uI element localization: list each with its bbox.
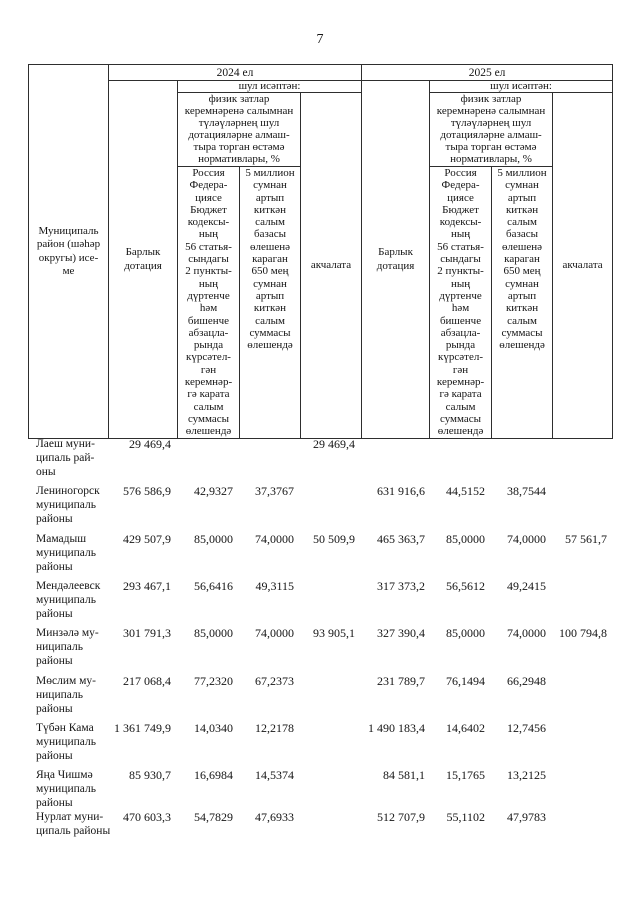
table-row: [28, 437, 612, 484]
header-additional-normatives-2025: физик затлар керемнәренә салымнан түләүләрнең шул дотацияләрне алмаш- тыра торган өстәмә нормативлары, %: [430, 93, 553, 167]
norm-over-5m-2024: 49,3115: [255, 579, 294, 593]
header-year-2025: 2025 ел: [362, 65, 613, 81]
district-name: Лениногорск муниципаль районы: [36, 485, 100, 525]
header-norm-budget-code-2025: Россия Федера- циясе Бюджет кодексы- ның 56 статья- сындагы 2 пункты- ның дүртенче һәм бишенче абзацла- рында күрсәтел- гән керемнәр- гә карата салым суммасы өлешендә: [430, 167, 492, 439]
norm-over-5m-2025: 49,2415: [507, 579, 546, 593]
norm-over-5m-2024: 67,2373: [255, 674, 294, 688]
norm-budget-code-2024: [177, 437, 239, 484]
cash-2025: 57 561,7: [565, 532, 607, 546]
norm-over-5m-2024: 74,0000: [255, 626, 294, 640]
total-grant-2025: 512 707,9: [377, 810, 425, 824]
norm-budget-code-2024: 85,0000: [194, 626, 233, 640]
district-name: Мендәлеевск муниципаль районы: [36, 580, 101, 620]
header-cash-2024: акчалата: [301, 93, 362, 439]
table-row: [28, 721, 612, 768]
table-row: [28, 674, 612, 721]
header-cash-2025: акчалата: [553, 93, 613, 439]
page-number: 7: [316, 32, 324, 47]
cash-2024: [300, 484, 361, 532]
norm-budget-code-2025: 14,6402: [446, 721, 485, 735]
total-grant-2024: 429 507,9: [123, 532, 171, 546]
cash-2025: [552, 437, 612, 484]
district-name: Минзәлә му- ниципаль районы: [36, 627, 99, 667]
norm-budget-code-2024: 85,0000: [194, 532, 233, 546]
total-grant-2024: 217 068,4: [123, 674, 171, 688]
district-name: Нурлат муни- ципаль районы: [36, 811, 111, 837]
norm-budget-code-2024: 56,6416: [194, 579, 233, 593]
header-including-2025: шул исәптән:: [430, 81, 613, 93]
table-row: [28, 810, 612, 844]
norm-budget-code-2025: 44,5152: [446, 484, 485, 498]
header-total-grant-2025: Барлык дотация: [362, 81, 430, 439]
norm-budget-code-2024: 77,2320: [194, 674, 233, 688]
header-district-name: Муниципаль район (шәһәр округы) исе- ме: [29, 65, 109, 439]
district-name: Яңа Чишмә муниципаль районы: [36, 769, 96, 809]
cash-2024: [300, 810, 361, 844]
cash-2024: [300, 721, 361, 768]
header-total-grant-2024: Барлык дотация: [109, 81, 178, 439]
header-row: [29, 81, 613, 93]
header-additional-normatives-2024: физик затлар керемнәренә салымнан түләүләрнең шул дотацияләрне алмаш- тыра торган өстәмә нормативлары, %: [178, 93, 301, 167]
total-grant-2024: 576 586,9: [123, 484, 171, 498]
norm-over-5m-2025: 47,9783: [507, 810, 546, 824]
norm-budget-code-2024: 16,6984: [194, 768, 233, 782]
norm-over-5m-2025: 13,2125: [507, 768, 546, 782]
header-norm-over-5m-2024: 5 миллион сумнан артып киткән салым базасы өлешенә караган 650 мең сумнан артып киткән салым суммасы өлешендә: [240, 167, 301, 439]
norm-budget-code-2024: 14,0340: [194, 721, 233, 735]
norm-over-5m-2024: 14,5374: [255, 768, 294, 782]
cash-2025: [552, 674, 612, 721]
cash-2025: [552, 721, 612, 768]
cash-2025: 100 794,8: [559, 626, 607, 640]
total-grant-2025: 84 581,1: [383, 768, 425, 782]
district-name: Лаеш муни- ципаль рай- оны: [36, 438, 95, 478]
total-grant-2025: 631 916,6: [377, 484, 425, 498]
header-row: [29, 65, 613, 81]
table-row: [28, 532, 612, 579]
total-grant-2024: 1 361 749,9: [114, 721, 171, 735]
total-grant-2024: 301 791,3: [123, 626, 171, 640]
header-including-2024: шул исәптән:: [178, 81, 362, 93]
norm-budget-code-2025: 55,1102: [446, 810, 485, 824]
total-grant-2025: 327 390,4: [377, 626, 425, 640]
cash-2024: [300, 674, 361, 721]
norm-over-5m-2024: 37,3767: [255, 484, 294, 498]
header-norm-budget-code-2024: Россия Федера- циясе Бюджет кодексы- ның 56 статья- сындагы 2 пункты- ның дүртенче һәм бишенче абзацла- рында күрсәтел- гән керемнәр- гә карата салым суммасы өлешендә: [178, 167, 240, 439]
norm-budget-code-2025: 56,5612: [446, 579, 485, 593]
total-grant-2025: 465 363,7: [377, 532, 425, 546]
norm-budget-code-2025: 76,1494: [446, 674, 485, 688]
cash-2024: 93 905,1: [313, 626, 355, 640]
cash-2025: [552, 810, 612, 844]
cash-2025: [552, 768, 612, 810]
norm-budget-code-2024: 54,7829: [194, 810, 233, 824]
norm-budget-code-2025: [429, 437, 491, 484]
total-grant-2025: 317 373,2: [377, 579, 425, 593]
norm-over-5m-2024: [239, 437, 300, 484]
norm-over-5m-2025: 74,0000: [507, 532, 546, 546]
district-name: Мамадыш муниципаль районы: [36, 533, 96, 573]
cash-2024: 29 469,4: [313, 437, 355, 451]
total-grant-2025: 1 490 183,4: [368, 721, 425, 735]
header-norm-over-5m-2025: 5 миллион сумнан артып киткән салым базасы өлешенә караган 650 мең сумнан артып киткән салым суммасы өлешендә: [492, 167, 553, 439]
norm-budget-code-2024: 42,9327: [194, 484, 233, 498]
district-name: Мөслим му- ниципаль районы: [36, 675, 96, 715]
cash-2024: [300, 768, 361, 810]
norm-over-5m-2025: 12,7456: [507, 721, 546, 735]
table-row: [28, 579, 612, 626]
cash-2025: [552, 579, 612, 626]
table-row: [28, 484, 612, 532]
total-grant-2024: 470 603,3: [123, 810, 171, 824]
norm-over-5m-2024: 47,6933: [255, 810, 294, 824]
table-header: [28, 64, 613, 439]
norm-over-5m-2024: 74,0000: [255, 532, 294, 546]
total-grant-2025: [361, 437, 429, 484]
cash-2024: [300, 579, 361, 626]
table-body: [28, 437, 612, 844]
total-grant-2024: 29 469,4: [129, 437, 171, 451]
norm-budget-code-2025: 85,0000: [446, 626, 485, 640]
cash-2024: 50 509,9: [313, 532, 355, 546]
norm-over-5m-2024: 12,2178: [255, 721, 294, 735]
norm-over-5m-2025: [491, 437, 552, 484]
table-row: [28, 626, 612, 674]
norm-over-5m-2025: 74,0000: [507, 626, 546, 640]
total-grant-2024: 85 930,7: [129, 768, 171, 782]
total-grant-2024: 293 467,1: [123, 579, 171, 593]
total-grant-2025: 231 789,7: [377, 674, 425, 688]
district-name: Түбән Кама муниципаль районы: [36, 722, 96, 762]
table-row: [28, 768, 612, 810]
norm-budget-code-2025: 85,0000: [446, 532, 485, 546]
norm-over-5m-2025: 38,7544: [507, 484, 546, 498]
header-year-2024: 2024 ел: [109, 65, 362, 81]
norm-over-5m-2025: 66,2948: [507, 674, 546, 688]
cash-2025: [552, 484, 612, 532]
norm-budget-code-2025: 15,1765: [446, 768, 485, 782]
